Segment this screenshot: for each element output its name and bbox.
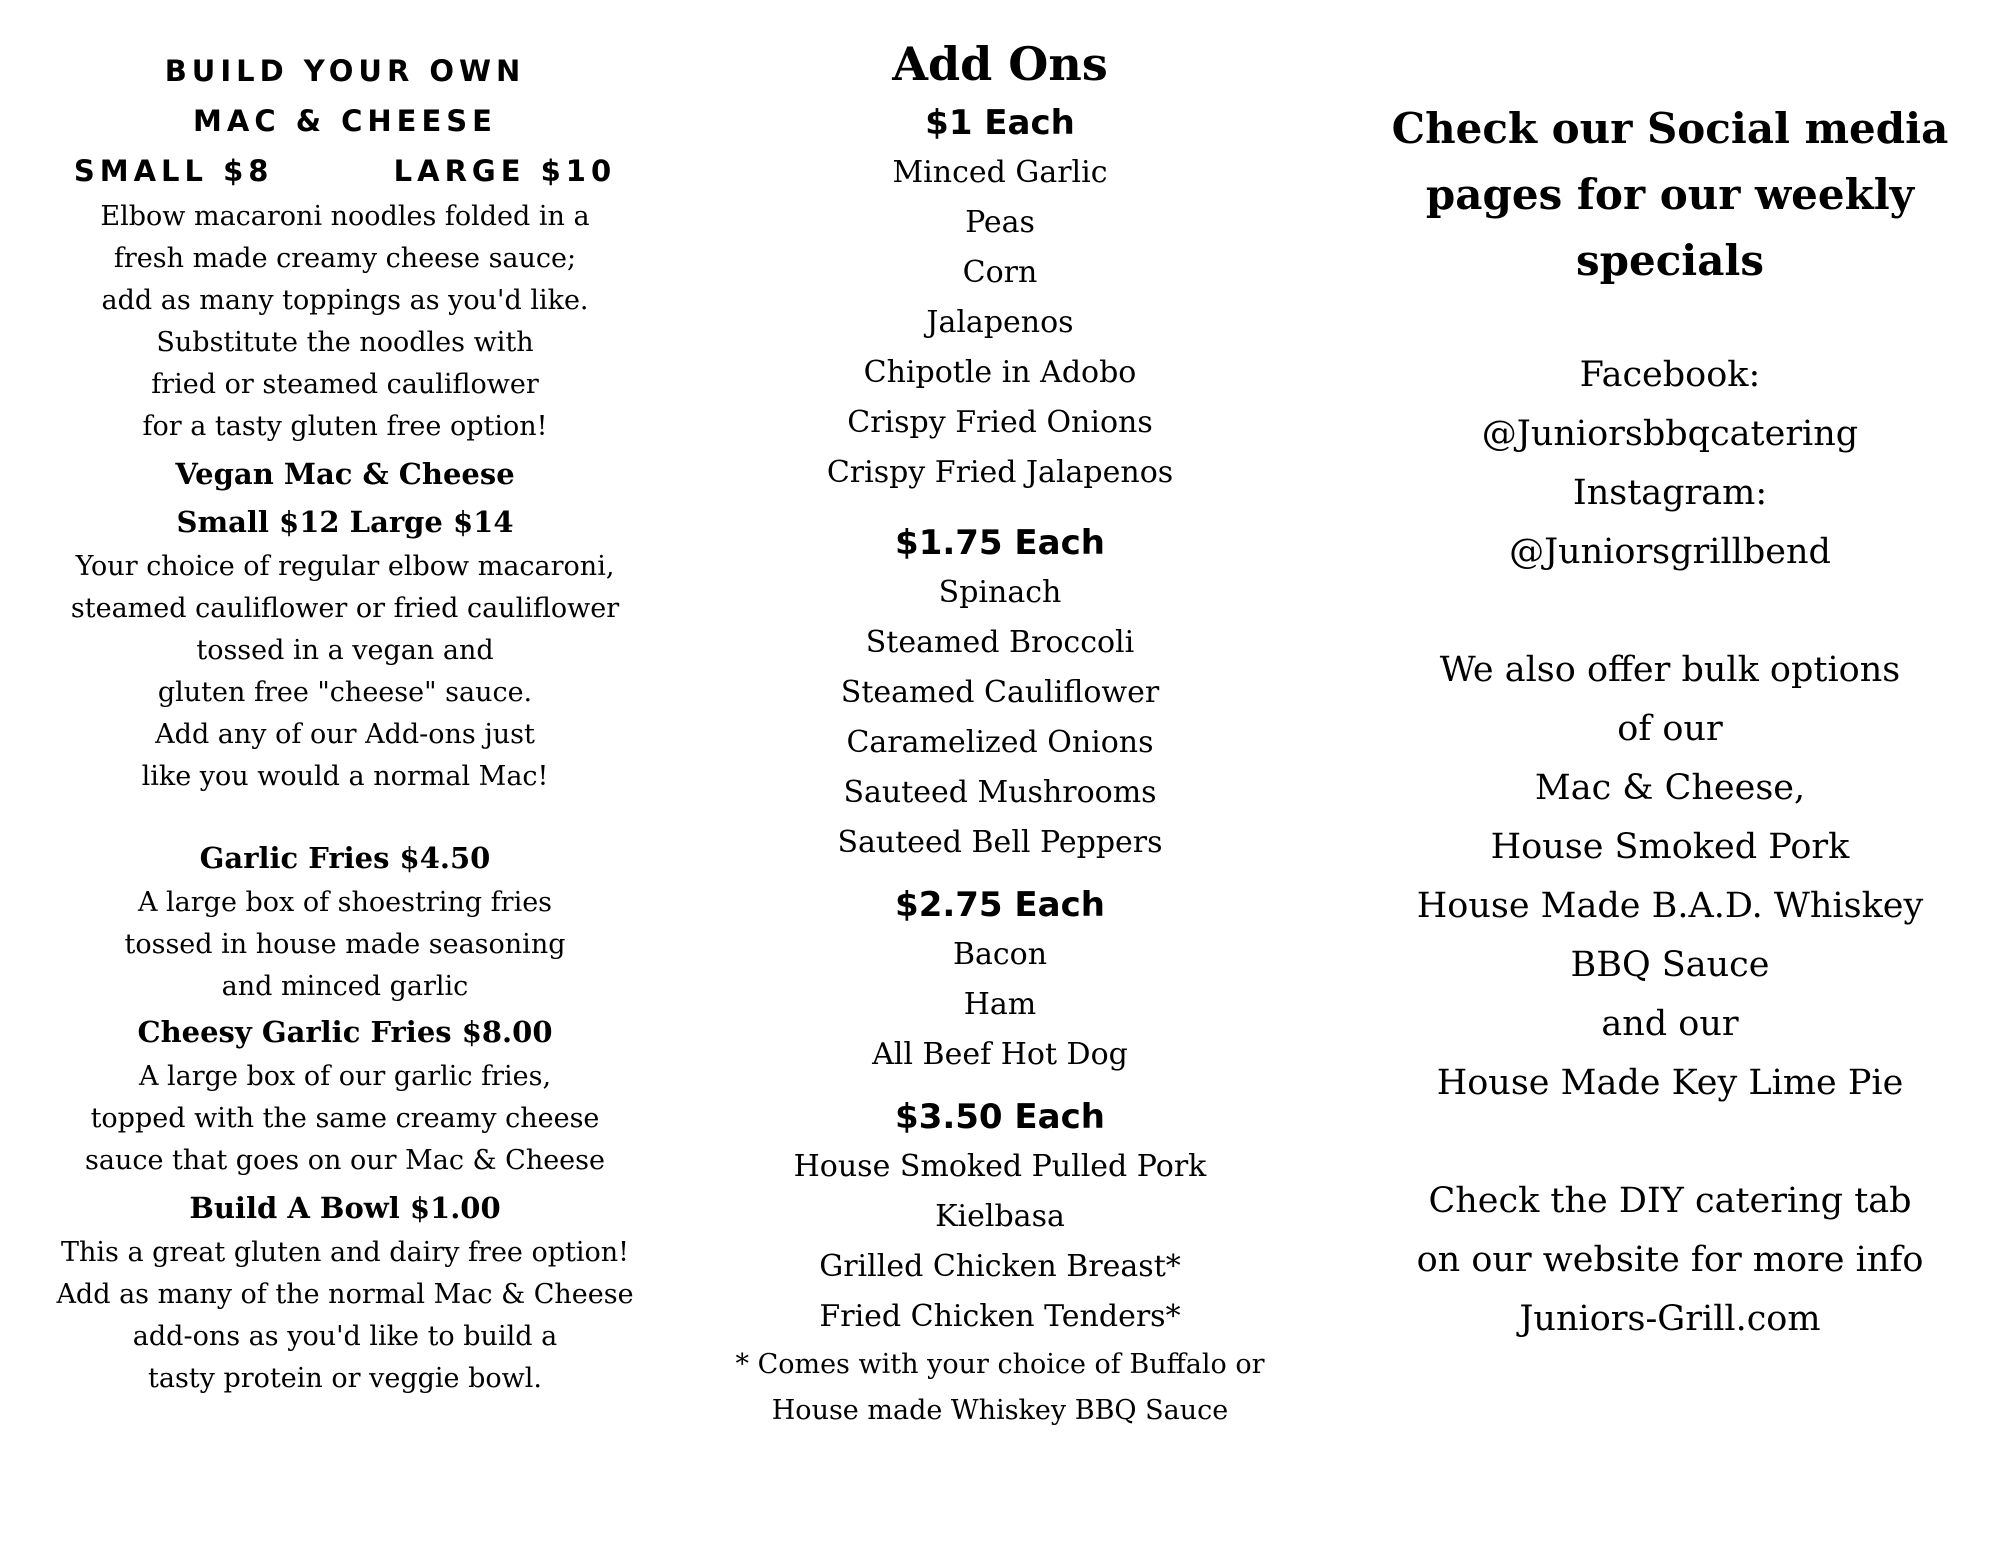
vegan-price: Small $12 Large $14 bbox=[176, 505, 514, 539]
bulk-line: BBQ Sauce bbox=[1570, 945, 1770, 985]
add-on-item: Kielbasa bbox=[935, 1199, 1065, 1234]
description-line: steamed cauliflower or fried cauliflower bbox=[70, 593, 620, 624]
description-line: tossed in a vegan and bbox=[196, 635, 494, 666]
add-on-item: Spinach bbox=[938, 575, 1062, 610]
description-line: topped with the same creamy cheese bbox=[90, 1103, 600, 1134]
heading-line-1: BUILD YOUR OWN bbox=[164, 54, 526, 88]
instagram-label: Instagram: bbox=[1572, 473, 1768, 513]
social-heading bbox=[1370, 96, 1970, 294]
description-line: Add as many of the normal Mac & Cheese bbox=[56, 1279, 634, 1310]
add-on-item: Bacon bbox=[952, 937, 1048, 972]
mac-description bbox=[40, 196, 650, 448]
heading-line-2: MAC & CHEESE bbox=[193, 104, 497, 138]
add-on-item: All Beef Hot Dog bbox=[872, 1037, 1128, 1072]
heading-line: specials bbox=[1575, 236, 1765, 285]
add-on-item: Ham bbox=[963, 987, 1037, 1022]
diy-line: on our website for more info bbox=[1416, 1240, 1924, 1280]
description-line: and minced garlic bbox=[221, 971, 469, 1002]
add-ons-title: Add Ons bbox=[892, 37, 1108, 91]
add-on-group bbox=[700, 98, 1300, 498]
social-media-column bbox=[1370, 0, 1970, 1349]
description-line: gluten free "cheese" sauce. bbox=[157, 677, 533, 708]
social-handles bbox=[1370, 346, 1970, 582]
add-on-item: Minced Garlic bbox=[892, 155, 1108, 190]
add-on-item: Grilled Chicken Breast* bbox=[819, 1249, 1181, 1284]
add-on-item: Steamed Broccoli bbox=[865, 625, 1135, 660]
website-url: Juniors-Grill.com bbox=[1519, 1299, 1821, 1339]
vegan-description bbox=[40, 546, 650, 798]
add-on-item: Caramelized Onions bbox=[846, 725, 1154, 760]
mac-and-cheese-column bbox=[40, 0, 650, 1400]
add-on-item: Chipotle in Adobo bbox=[863, 355, 1137, 390]
vegan-title: Vegan Mac & Cheese bbox=[175, 457, 515, 491]
size-prices bbox=[40, 146, 650, 196]
description-line: A large box of shoestring fries bbox=[137, 887, 553, 918]
description-line: tasty protein or veggie bowl. bbox=[148, 1363, 542, 1394]
add-on-item: House Smoked Pulled Pork bbox=[793, 1149, 1207, 1184]
bulk-line: and our bbox=[1601, 1004, 1739, 1044]
add-on-item: Peas bbox=[965, 205, 1035, 240]
build-a-bowl-title: Build A Bowl $1.00 bbox=[189, 1191, 501, 1225]
add-on-item: Corn bbox=[962, 255, 1038, 290]
group-price: $2.75 Each bbox=[895, 885, 1105, 925]
price-large: LARGE $10 bbox=[393, 154, 617, 188]
add-on-item: Jalapenos bbox=[926, 305, 1074, 340]
diy-line: Check the DIY catering tab bbox=[1428, 1181, 1912, 1221]
bulk-line: We also offer bulk options bbox=[1439, 650, 1901, 690]
sauce-note bbox=[700, 1342, 1300, 1434]
build-a-bowl-description bbox=[40, 1232, 650, 1400]
add-on-group bbox=[700, 880, 1300, 1080]
description-line: add as many toppings as you'd like. bbox=[101, 285, 589, 316]
heading-line: Check our Social media bbox=[1391, 104, 1949, 153]
cheesy-garlic-fries-description bbox=[40, 1056, 650, 1182]
group-price: $1.75 Each bbox=[895, 523, 1105, 563]
add-on-item: Fried Chicken Tenders* bbox=[819, 1299, 1181, 1334]
description-line: Add any of our Add-ons just bbox=[155, 719, 535, 750]
facebook-handle: @Juniorsbbqcatering bbox=[1481, 414, 1859, 454]
description-line: Your choice of regular elbow macaroni, bbox=[75, 551, 615, 582]
bulk-options bbox=[1370, 641, 1970, 1113]
bulk-line: House Made Key Lime Pie bbox=[1436, 1063, 1904, 1103]
description-line: tossed in house made seasoning bbox=[124, 929, 566, 960]
garlic-fries-title: Garlic Fries $4.50 bbox=[199, 841, 491, 875]
description-line: add-ons as you'd like to build a bbox=[132, 1321, 558, 1352]
add-ons-column bbox=[700, 0, 1300, 1434]
add-on-item: Crispy Fried Jalapenos bbox=[826, 455, 1174, 490]
add-on-item: Steamed Cauliflower bbox=[840, 675, 1160, 710]
diy-catering bbox=[1370, 1172, 1970, 1349]
description-line: fried or steamed cauliflower bbox=[151, 369, 539, 400]
add-on-item: Sauteed Mushrooms bbox=[843, 775, 1157, 810]
description-line: A large box of our garlic fries, bbox=[138, 1061, 552, 1092]
description-line: Substitute the noodles with bbox=[156, 327, 534, 358]
bulk-line: House Smoked Pork bbox=[1490, 827, 1850, 867]
group-price: $3.50 Each bbox=[895, 1097, 1105, 1137]
instagram-handle: @Juniorsgrillbend bbox=[1509, 532, 1831, 572]
bulk-line: Mac & Cheese, bbox=[1534, 768, 1806, 808]
description-line: for a tasty gluten free option! bbox=[142, 411, 548, 442]
description-line: fresh made creamy cheese sauce; bbox=[113, 243, 577, 274]
description-line: like you would a normal Mac! bbox=[141, 761, 549, 792]
facebook-label: Facebook: bbox=[1579, 355, 1761, 395]
add-on-group bbox=[700, 1092, 1300, 1342]
description-line: Elbow macaroni noodles folded in a bbox=[100, 201, 590, 232]
description-line: This a great gluten and dairy free option! bbox=[60, 1237, 630, 1268]
garlic-fries-description bbox=[40, 882, 650, 1008]
note-line: House made Whiskey BBQ Sauce bbox=[771, 1395, 1229, 1426]
cheesy-garlic-fries-title: Cheesy Garlic Fries $8.00 bbox=[137, 1015, 553, 1049]
add-on-item: Crispy Fried Onions bbox=[847, 405, 1153, 440]
note-line: * Comes with your choice of Buffalo or bbox=[735, 1349, 1265, 1380]
add-on-item: Sauteed Bell Peppers bbox=[837, 825, 1163, 860]
bulk-line: House Made B.A.D. Whiskey bbox=[1416, 886, 1924, 926]
group-price: $1 Each bbox=[925, 103, 1075, 143]
price-small: SMALL $8 bbox=[73, 154, 274, 188]
build-your-own-heading bbox=[40, 46, 650, 196]
bulk-line: of our bbox=[1617, 709, 1723, 749]
description-line: sauce that goes on our Mac & Cheese bbox=[84, 1145, 605, 1176]
add-on-group bbox=[700, 518, 1300, 868]
heading-line: pages for our weekly bbox=[1425, 170, 1915, 219]
